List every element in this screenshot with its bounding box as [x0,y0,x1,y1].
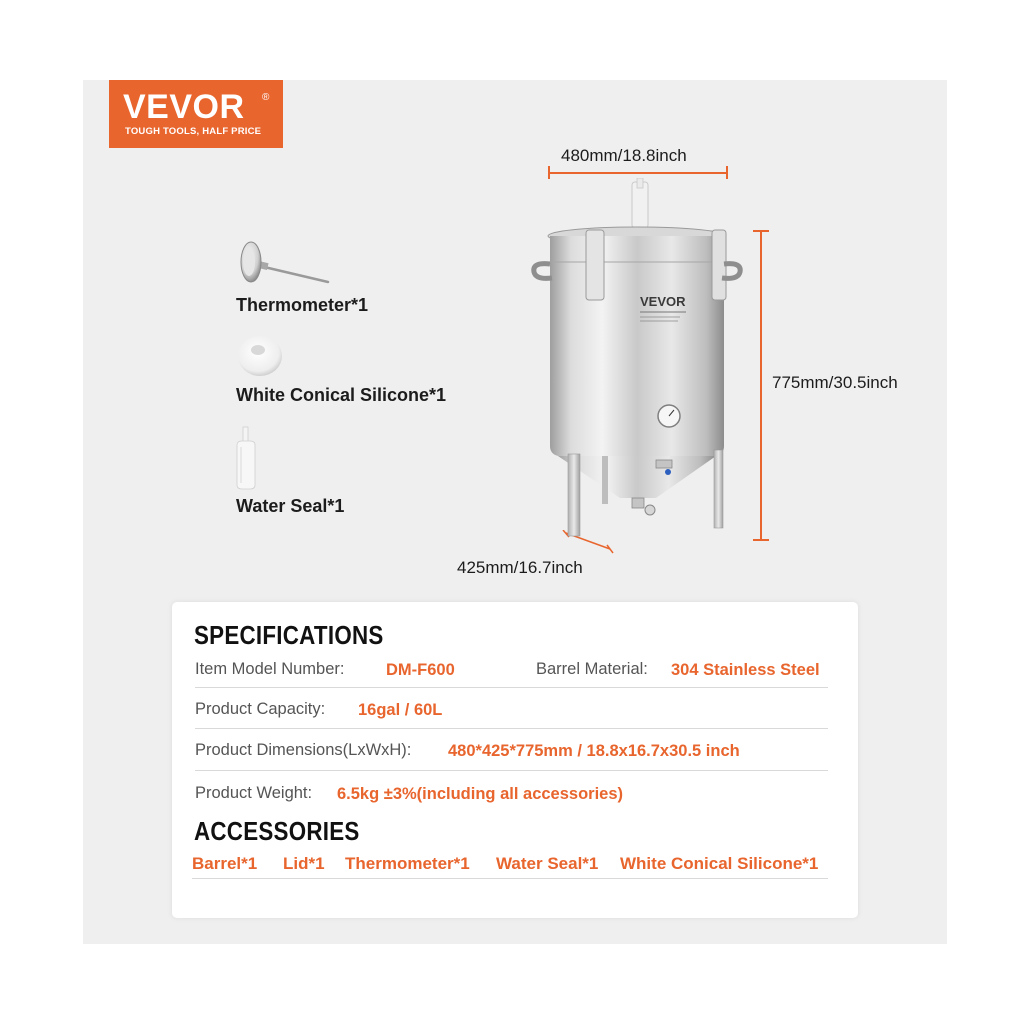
dimension-depth-label: 425mm/16.7inch [457,558,583,577]
brand-registered-mark: ® [262,92,270,103]
accessory-item-barrel: Barrel*1 [192,854,258,873]
accessories-title: ACCESSORIES [194,816,360,846]
spec-divider [195,728,828,729]
accessory-item-thermometer: Thermometer*1 [345,854,470,873]
barrel-material-label: Barrel Material: [536,660,648,678]
model-number-value: DM-F600 [386,661,455,679]
accessory-item-silicone: White Conical Silicone*1 [620,854,819,873]
dimension-height-tick-bottom [753,539,769,541]
dimension-width-label: 480mm/18.8inch [561,146,687,165]
spec-divider [195,687,828,688]
thermometer-icon [236,236,332,288]
accessory-item-water-seal: Water Seal*1 [496,854,599,873]
brand-name: VEVOR [123,88,245,126]
water-seal-icon [232,425,262,491]
fermenter-product-image [528,178,748,540]
specifications-card [172,602,858,918]
weight-label: Product Weight: [195,784,313,802]
capacity-value: 16gal / 60L [358,701,443,719]
specifications-title: SPECIFICATIONS [194,620,384,650]
dimension-height-label: 775mm/30.5inch [772,373,898,392]
accessory-label-water-seal: Water Seal*1 [236,496,345,516]
model-number-label: Item Model Number: [195,660,345,678]
accessory-label-silicone: White Conical Silicone*1 [236,385,447,405]
brand-tagline: TOUGH TOOLS, HALF PRICE [125,126,262,137]
accessory-item-lid: Lid*1 [283,854,325,873]
dimension-width-line [548,172,727,174]
spec-divider [195,770,828,771]
dimensions-value: 480*425*775mm / 18.8x16.7x30.5 inch [448,742,740,760]
accessory-label-thermometer: Thermometer*1 [236,295,369,315]
dimensions-label: Product Dimensions(LxWxH): [195,741,412,759]
weight-value: 6.5kg ±3%(including all accessories) [337,785,624,803]
brand-logo [109,80,283,148]
dimension-height-tick-top [753,230,769,232]
dimension-height-line [760,230,762,540]
barrel-material-value: 304 Stainless Steel [671,661,820,679]
accessories-divider [192,878,828,879]
capacity-label: Product Capacity: [195,700,326,718]
product-body-brand: VEVOR [640,294,686,309]
silicone-stopper-icon [236,330,284,378]
